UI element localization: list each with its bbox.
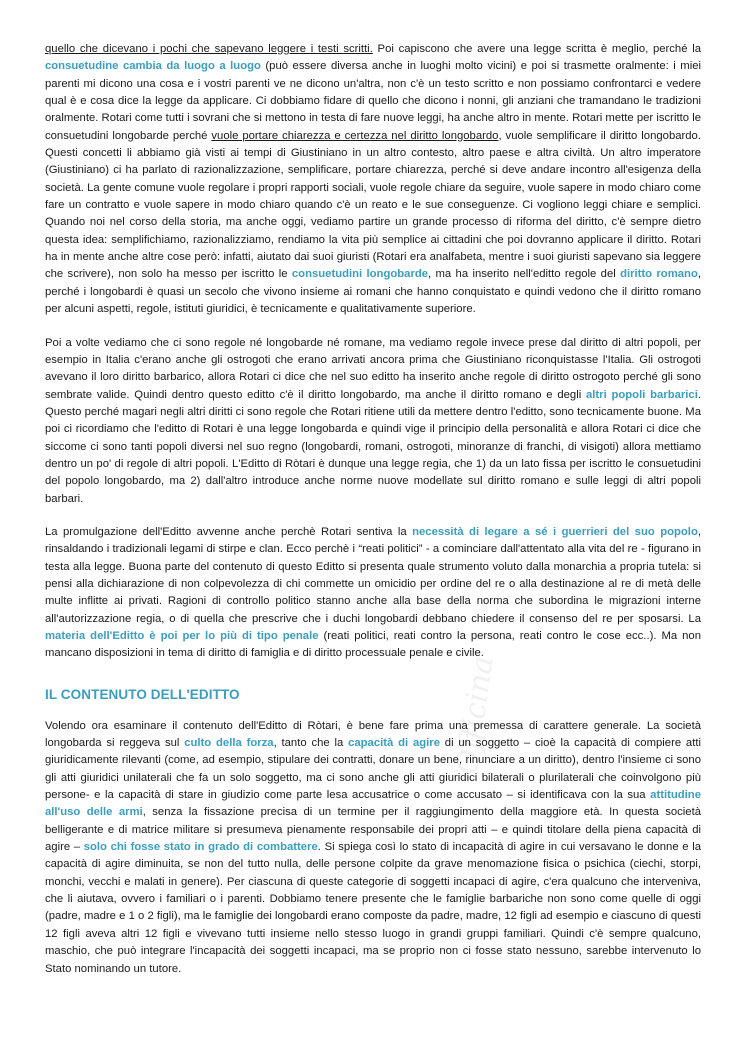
highlight-term: diritto romano bbox=[620, 268, 698, 281]
highlight-term: necessità di legare a sé i guerrieri del suo popolo bbox=[412, 525, 698, 538]
paragraph-3 bbox=[45, 524, 701, 663]
highlight-term: capacità di agire bbox=[348, 737, 440, 750]
text: Poi a volte vediamo che ci sono regole né longobarde né romane, ma vediamo regole invece prese dal diritto di altri popoli, per esempio in Italia c'erano anche gli ostrogoti che erano arrivati ancora prima che Giustiniano riconquistasse l'Italia. Gli ostrogoti avevano il loro diritto barbarico, allora Rotari ci dice che nel suo editto ha inserito anche regole di diritto ostrogoto perché gli sono sembrate valide. Quindi dentro questo editto c'è il diritto longobardo, ma anche il diritto romano e degli bbox=[45, 336, 701, 401]
text: Volendo ora esaminare il contenuto dell'Editto di Ròtari, è bene fare prima una premessa di carattere generale. La società longobarda si reggeva sul bbox=[45, 719, 701, 750]
text: , vuole semplificare il diritto longobardo. Questi concetti li abbiamo già visti ai tempi di Giustiniano in un altro contesto, altro paese e altra civiltà. Un altro imperatore (Giustiniano) ci ha parlato di razionalizzazione, semplificare, portare chiarezza, perché si deve andare incontro all'esigenza della società. La gente comune vuole regolare i propri rapporti sociali, vuole regole chiare da seguire, vuole sapere in modo chiaro come fare un contratto e vuole sapere in modo chiaro quando c'è un reato e le sue conseguenze. Ci vogliono leggi chiare e semplici. Quando noi nel corso della storia, ma anche oggi, vediamo partire un grande processo di riforma del diritto, c'è sempre dietro questa idea: semplifichiamo, razionalizziamo, rendiamo la vita più semplice ai cittadini che poi dovranno applicare il diritto. Rotari ha in mente anche altre cose però: infatti, aiutato dai suoi giuristi (Rotari era analfabeta, mentre i suoi giuristi sapevano sia leggere che scrivere), non solo ha messo per iscritto le bbox=[45, 129, 701, 281]
highlight-term: altri popoli barbarici bbox=[586, 388, 698, 401]
text: , rinsaldando i tradizionali legami di stirpe e clan. Ecco perchè i “reati politici” - a cominciare dall'attentato alla vita del re - figurano in testa alla legge. Buona parte del contenuto di questo Editto si presenta quale strumento voluto dalla monarchia a propria tutela: si pensi alla dichiarazione di non colpevolezza di chi commette un omicidio per ordine del re o alla destinazione al re di metà delle multe inflitte ai privati. Ragioni di controllo politico stanno anche alla base della norma che subordina le migrazioni interne all'autorizzazione regia, o di quella che prescrive che i duchi longobardi debbano chiedere il consenso del re per sposarsi. La bbox=[45, 525, 701, 625]
underlined-text: quello che dicevano i pochi che sapevano leggere i testi scritti. bbox=[45, 43, 373, 55]
watermark: Officina bbox=[449, 653, 501, 777]
highlight-term: culto della forza bbox=[184, 737, 274, 750]
highlight-term: materia dell'Editto è poi per lo più di tipo penale bbox=[45, 630, 319, 642]
highlight-term: consuetudini longobarde bbox=[291, 268, 429, 281]
text: di un soggetto – cioè la capacità di compiere atti giuridicamente rilevanti (come, ad esempio, stipulare dei contratti, donare un bene, rinunciare a un diritto), dentro l'insieme ci sono gli atti giuridici unilaterali che fa un solo soggetto, ma ci sono anche gli atti giuridici bilaterali o plurilaterali che coinvolgono più persone- e la capacità di stare in giudizio come parte lesa accusatrice o come accusato – si identificava con la sua bbox=[45, 737, 702, 802]
section-heading: IL CONTENUTO DELL'EDITTO bbox=[45, 686, 240, 702]
highlight-term: attitudine all'uso delle armi bbox=[45, 789, 701, 819]
text: , perché i longobardi è quasi un secolo che vivono insieme ai romani che hanno conquistato e quindi vedono che il diritto romano per alcuni aspetti, regole, istituti giuridici, è tecnicamente e qualitativamente superiore. bbox=[45, 268, 701, 316]
underlined-text: vuole portare chiarezza e certezza nel diritto longobardo bbox=[211, 129, 499, 142]
text: , tanto che la bbox=[273, 737, 349, 750]
highlight-term: consuetudine cambia da luogo a luogo bbox=[45, 60, 261, 73]
text: . Si spiega così lo stato di incapacità di agire in cui versavano le donne e la capacità di agire diminuita, se non del tutto nulla, delle persone colpite da grave menomazione fisica o psichica (ciechi, storpi, monchi, vecchi e malati in genere). Per ciascuna di queste categorie di soggetti incapaci di agire, c'era qualcuno che interveniva, che li aiutava, ovvero i familiari o i parenti. Dobbiamo tenere presente che le famiglie barbariche non sono come quelle di oggi (padre, madre e 1 o 2 figli), ma le famiglie dei longobardi erano composte da padre, madre, 12 figli ad esempio e ciascuno di questi 12 figli aveva altri 12 figli e vivevano tutti insieme nello stesso luogo in grandi gruppi familiari. Quindi c'è sempre qualcuno, maschio, che può integrare l'incapacità dei soggetti incapaci, ma se proprio non ci fosse stato nessuno, sarebbe intervenuto lo Stato nominando un tutore. bbox=[45, 841, 702, 975]
text: (reati politici, reati contro la persona, reati contro le cose ecc..). Ma non mancano disposizioni in tema di diritto di famiglia e di diritto processuale penale e civile. bbox=[45, 630, 701, 660]
highlight-term: solo chi fosse stato in grado di combattere bbox=[83, 841, 318, 854]
text: (può essere diversa anche in luoghi molto vicini) e poi si trasmette oralmente: i miei parenti mi dicono una cosa e i vostri parenti ve ne dicono un'altra, non c'è un testo scritto e non possiamo confrontarci e vedere qual è e cosa dice la legge da applicare. Ci dobbiamo fidare di quello che dicono i nonni, gli anziani che tramandano le tradizioni oralmente. Rotari come tutti i sovrani che si mettono in testa di fare nuove leggi, ha anche altro in mente. Rotari mette per iscritto le consuetudini longobarde perché bbox=[45, 60, 701, 142]
text: , senza la fissazione precisa di un termine per il raggiungimento della maggiore età. In questa società belligerante e di matrice militare si presumeva pienamente responsabile dei propri atti – e quindi titolare della piena capacità di agire – bbox=[45, 806, 701, 854]
paragraph-4 bbox=[45, 718, 701, 978]
document-page bbox=[45, 41, 701, 978]
text: , ma ha inserito nell'editto regole del bbox=[428, 268, 621, 281]
text: La promulgazione dell'Editto avvenne anche perchè Rotari sentiva la bbox=[45, 525, 413, 538]
text: Poi capiscono che avere una legge scritta è meglio, perché la bbox=[372, 43, 701, 55]
text: . Questo perché magari negli altri diritti ci sono regole che Rotari ritiene utili da mettere dentro l'editto, sono tecnicamente buone. Ma poi ci ricordiamo che l'editto di Rotari è una legge longobarda e quindi vige il principio della personalità e allora Rotari ci dice che siccome ci sono tanti popoli diversi nel suo regno (longobardi, romani, ostrogoti, minoranze di franchi, di visigoti) allora mettiamo dentro un po' di regole di altri popoli. L'Editto di Ròtari è dunque una legge regia, che 1) da un lato fissa per iscritto le consuetudini del popolo longobardo, ma 2) dall'altro introduce anche norme nuove modellate sul diritto romano e sulle leggi di altri popoli barbari. bbox=[45, 388, 701, 505]
paragraph-1 bbox=[45, 41, 701, 319]
paragraph-2 bbox=[45, 335, 701, 508]
